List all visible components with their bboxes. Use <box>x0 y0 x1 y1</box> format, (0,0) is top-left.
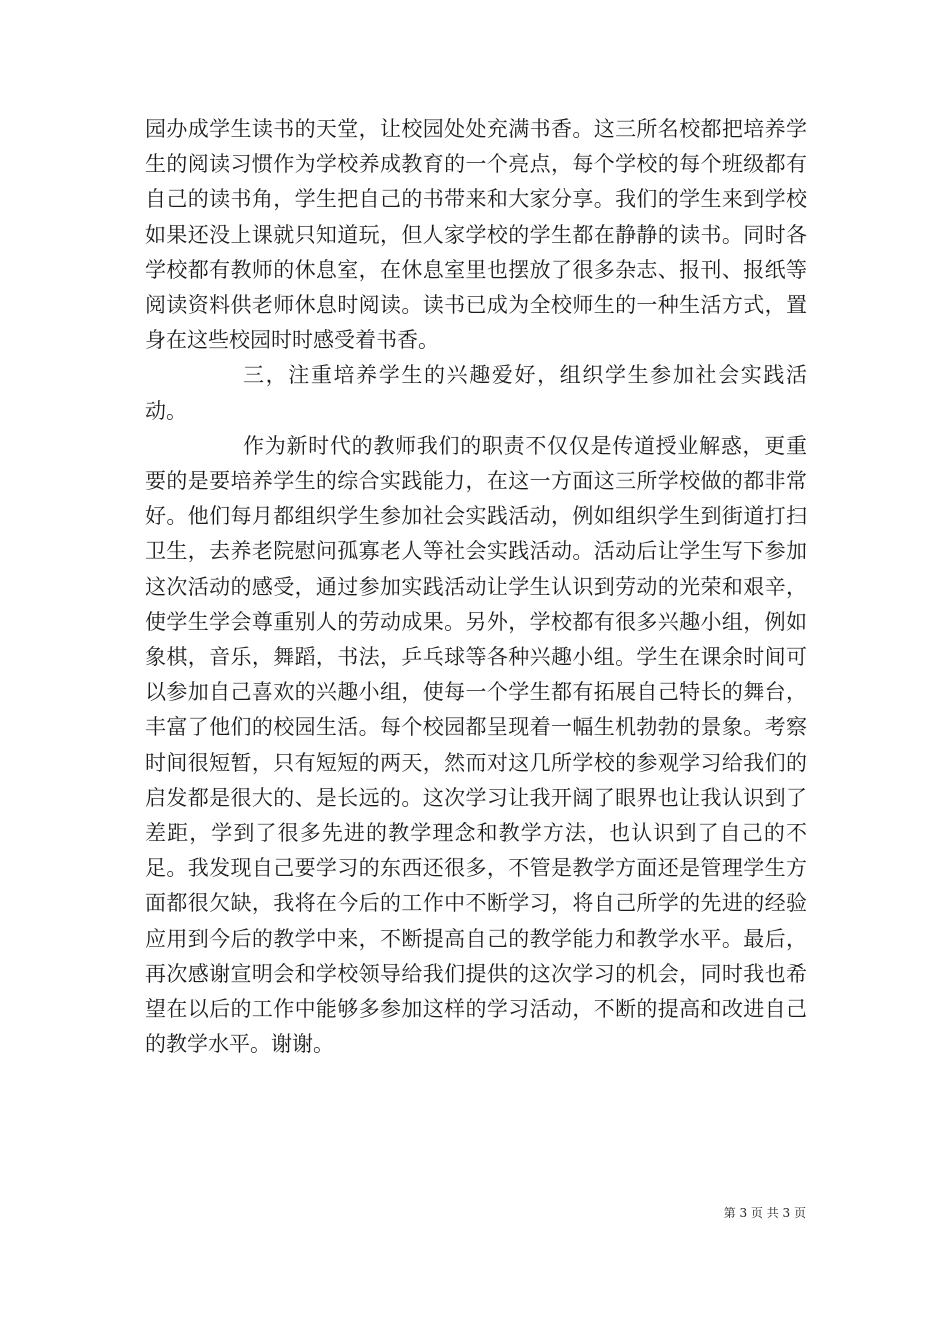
paragraph-practice-and-conclusion: 作为新时代的教师我们的职责不仅仅是传道授业解惑，更重要的是要培养学生的综合实践能力，在这一方面这三所学校做的都非常好。他们每月都组织学生参加社会实践活动，例如组织学生到街道打扫卫生，去养老院慰问孤寡老人等社会实践活动。活动后让学生写下参加这次活动的感受，通过参加实践活动让学生认识到劳动的光荣和艰辛，使学生学会尊重别人的劳动成果。另外，学校都有很多兴趣小组，例如象棋，音乐，舞蹈，书法，乒乓球等各种兴趣小组。学生在课余时间可以参加自己喜欢的兴趣小组，使每一个学生都有拓展自己特长的舞台，丰富了他们的校园生活。每个校园都呈现着一幅生机勃勃的景象。考察时间很短暂，只有短短的两天，然而对这几所学校的参观学习给我们的启发都是很大的、是长远的。这次学习让我开阔了眼界也让我认识到了差距，学到了很多先进的教学理念和教学方法，也认识到了自己的不足。我发现自己要学习的东西还很多，不管是教学方面还是管理学生方面都很欠缺，我将在今后的工作中不断学习，将自己所学的先进的经验应用到今后的教学中来，不断提高自己的教学能力和教学水平。最后，再次感谢宣明会和学校领导给我们提供的这次学习的机会，同时我也希望在以后的工作中能够多参加这样的学习活动，不断的提高和改进自己的教学水平。谢谢。 <box>145 433 807 1057</box>
section-heading-interests-practice: 三，注重培养学生的兴趣爱好，组织学生参加社会实践活动。 <box>145 363 807 423</box>
document-body <box>145 112 807 1062</box>
paragraph-reading-culture: 园办成学生读书的天堂，让校园处处充满书香。这三所名校都把培养学生的阅读习惯作为学校养成教育的一个亮点，每个学校的每个班级都有自己的读书角，学生把自己的书带来和大家分享。我们的学生来到学校如果还没上课就只知道玩，但人家学校的学生都在静静的读书。同时各学校都有教师的休息室，在休息室里也摆放了很多杂志、报刊、报纸等阅读资料供老师休息时阅读。读书已成为全校师生的一种生活方式，置身在这些校园时时感受着书香。 <box>145 117 807 353</box>
page-number-footer: 第 3 页 共 3 页 <box>723 1206 806 1220</box>
